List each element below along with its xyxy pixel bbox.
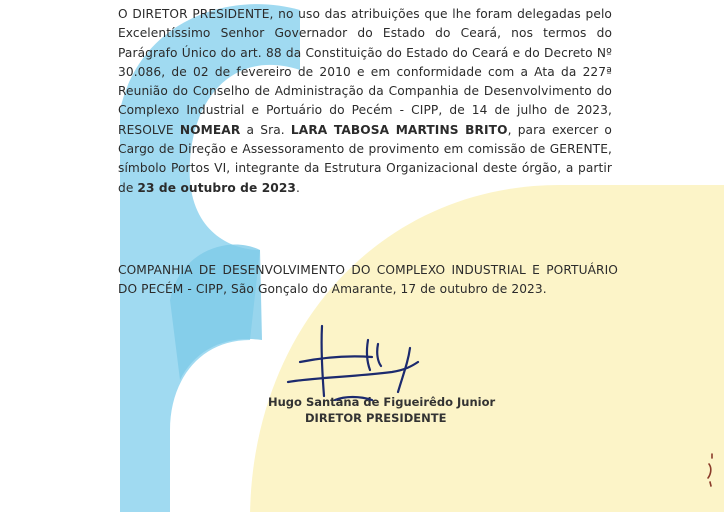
decree-action: NOMEAR: [179, 122, 241, 137]
signer-name: Hugo Santana de Figueirêdo Junior: [268, 395, 496, 409]
decree-paragraph: [118, 5, 612, 198]
effective-date: 23 de outubro de 2023: [137, 180, 297, 195]
decree-text-title: a Sra.: [240, 122, 291, 137]
stray-ink-mark: [700, 452, 718, 488]
decree-text-intro: O DIRETOR PRESIDENTE, no uso das atribuições que lhe foram delegadas pelo Excelentíssimo Senhor Governador do Estado do Ceará, nos termos do Parágrafo Único do art. 88 da Constituição do Estado do Ceará e do Decreto Nº 30.086, de 02 de fevereiro de 2010 e em conformidade com a Ata da 227ª Reunião do Conselho de Administração da Companhia de Desenvolvimento do Complexo Industrial e Portuário do Pecém - CIPP, de 14 de julho de 2023, RESOLVE: [118, 7, 612, 137]
decree-text-end: .: [296, 180, 300, 195]
place-and-date: COMPANHIA DE DESENVOLVIMENTO DO COMPLEXO INDUSTRIAL E PORTUÁRIO DO PECÉM - CIPP, São Gonçalo do Amarante, 17 de outubro de 2023.: [118, 263, 618, 297]
signer-role: DIRETOR PRESIDENTE: [305, 411, 447, 425]
watermark-yellow-shape: [250, 185, 724, 512]
decree-text-body: , para exercer o Cargo de Direção e Assessoramento de provimento em comissão de GERENTE, símbolo Portos VI, integrante da Estrutura Organizacional deste órgão, a partir de: [118, 122, 612, 195]
appointee-name: LARA TABOSA MARTINS BRITO: [290, 122, 508, 137]
